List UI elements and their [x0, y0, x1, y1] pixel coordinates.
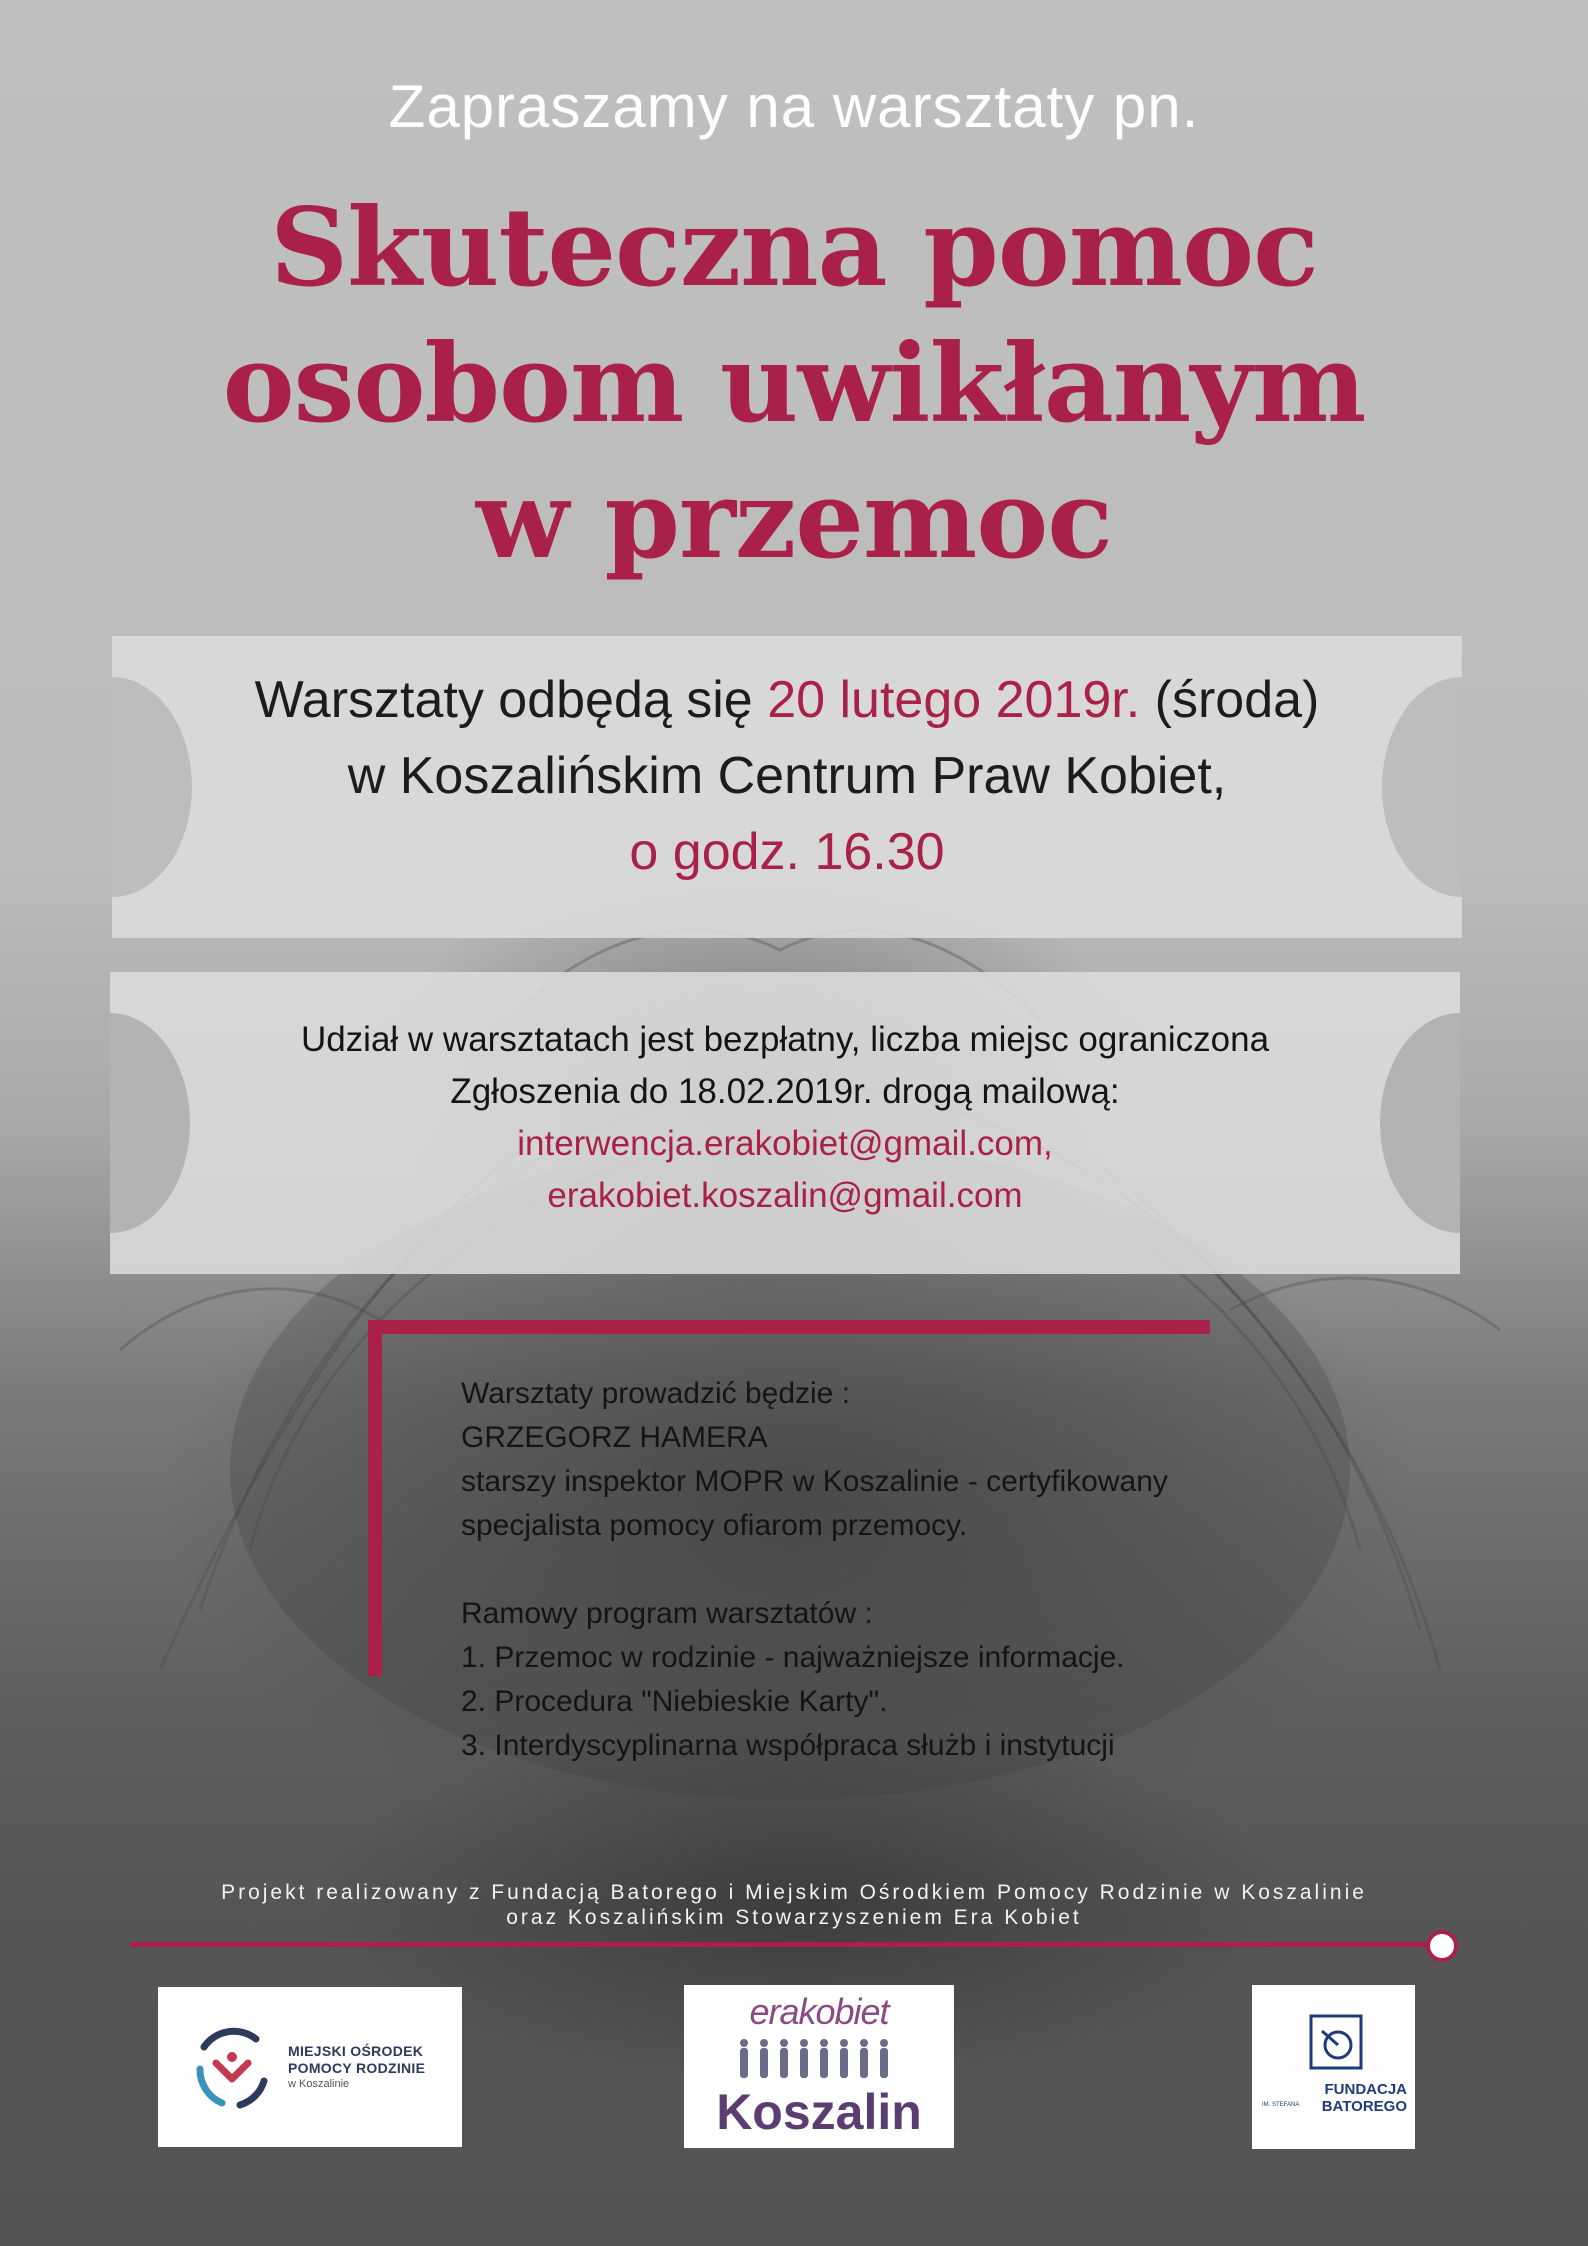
program-label: Ramowy program warsztatów : — [461, 1597, 873, 1630]
event-venue: w Koszalińskim Centrum Praw Kobiet, — [347, 747, 1227, 805]
event-date: 20 lutego 2019r. — [767, 671, 1141, 729]
batorego-name-line: FUNDACJA — [1324, 2081, 1407, 2098]
project-credits — [0, 1880, 1588, 1930]
batorego-name-line: BATOREGO — [1321, 2098, 1407, 2115]
intro-text: Zapraszamy na warsztaty pn. — [388, 73, 1200, 140]
event-weekday: (środa) — [1140, 671, 1320, 729]
program-item: 2. Procedura "Niebieskie Karty". — [461, 1685, 888, 1718]
era-kobiet-wordmark: erakobiet — [749, 1991, 889, 2032]
batorego-name — [1252, 2081, 1407, 2115]
event-time: o godz. 16.30 — [629, 823, 945, 881]
title-line: Skuteczna pomoc — [270, 185, 1318, 311]
lead-role: specjalista pomocy ofiarom przemocy. — [461, 1509, 968, 1542]
women-silhouettes-icon — [734, 2037, 904, 2085]
mopr-emblem-icon — [188, 2017, 278, 2117]
footer-divider — [130, 1942, 1430, 1947]
credits-line: oraz Koszalińskim Stowarzyszeniem Era Kobiet — [506, 1906, 1082, 1929]
lead-role: starszy inspektor MOPR w Koszalinie - certyfikowany — [461, 1465, 1168, 1498]
title-line: w przemoc — [475, 457, 1113, 583]
mopr-name-line: MIEJSKI OŚRODEK — [288, 2043, 424, 2059]
email-link-1[interactable]: interwencja.erakobiet@gmail.com, — [517, 1124, 1053, 1163]
event-details-text — [112, 662, 1462, 890]
event-details-ticket — [112, 636, 1462, 938]
fundacja-batorego-logo — [1252, 1985, 1415, 2149]
batorego-emblem-icon — [1308, 2013, 1364, 2073]
title-line: osobom uwikłanym — [222, 321, 1366, 447]
mopr-location: w Koszalinie — [288, 2078, 350, 2090]
lead-label: Warsztaty prowadzić będzie : — [461, 1377, 851, 1410]
batorego-prefix: IM. STEFANA — [1262, 2102, 1300, 2108]
bracket-decoration-horizontal — [368, 1320, 1210, 1334]
poster-title — [0, 180, 1588, 588]
event-date-prefix: Warsztaty odbędą się — [254, 671, 768, 729]
bracket-decoration-vertical — [368, 1320, 382, 1676]
registration-text — [110, 1014, 1460, 1222]
mopr-name — [288, 2043, 425, 2077]
program-item: 3. Interdyscyplinarna współpraca służb i instytucji — [461, 1729, 1115, 1762]
spacer — [461, 1548, 1361, 1592]
free-participation-note: Udział w warsztatach jest bezpłatny, liczba miejsc ograniczona — [300, 1020, 1270, 1059]
email-link-2[interactable]: erakobiet.koszalin@gmail.com — [547, 1176, 1023, 1215]
footer-divider-dot — [1426, 1930, 1458, 1962]
mopr-logo — [158, 1987, 462, 2147]
registration-ticket — [110, 972, 1460, 1274]
lead-name: GRZEGORZ HAMERA — [461, 1421, 768, 1454]
registration-deadline: Zgłoszenia do 18.02.2019r. drogą mailową: — [450, 1072, 1120, 1111]
credits-line: Projekt realizowany z Fundacją Batorego i Miejskim Ośrodkiem Pomocy Rodzinie w Koszalinie — [221, 1881, 1367, 1904]
event-date-line — [112, 662, 1462, 738]
era-kobiet-city: Koszalin — [716, 2084, 922, 2140]
program-item: 1. Przemoc w rodzinie - najważniejsze informacje. — [461, 1641, 1125, 1674]
mopr-name-line: POMOCY RODZINIE — [288, 2060, 426, 2076]
workshop-details — [461, 1372, 1361, 1768]
era-kobiet-logo — [684, 1985, 954, 2148]
